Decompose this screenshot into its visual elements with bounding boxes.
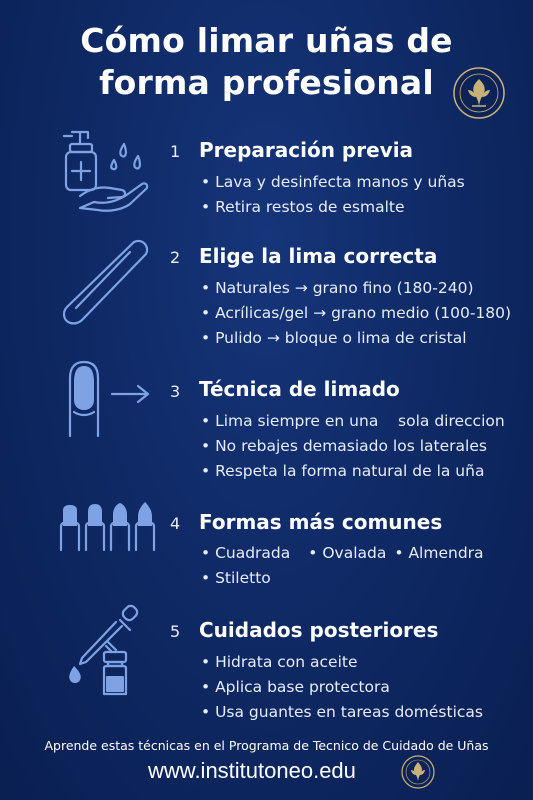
bullet-item: • Usa guantes en tareas domésticas (201, 700, 483, 725)
nail-file-icon (60, 236, 152, 328)
bullet-item: • Pulido → bloque o lima de cristal (201, 326, 511, 351)
shape-item: • Almendra (394, 541, 483, 566)
step-number: 1 (170, 142, 181, 161)
step-heading: Elige la lima correcta (199, 244, 438, 268)
bullet-item: • Acrílicas/gel → grano medio (100-180) (201, 301, 511, 326)
nail-shape-almond (111, 503, 129, 550)
finger-arrow-icon (62, 360, 154, 438)
step-heading: Técnica de limado (199, 377, 400, 401)
bullet-item: • Lima siempre en una sola direccion (201, 409, 505, 434)
institute-logo (452, 66, 506, 120)
shape-item: • Stiletto (201, 566, 271, 591)
nail-shape-square (61, 505, 79, 550)
step-number: 2 (170, 248, 181, 267)
shape-item: • Ovalada (308, 541, 386, 566)
step-number: 3 (170, 382, 181, 401)
footer-website-link[interactable]: www.institutoneo.edu (148, 758, 356, 783)
dropper-oil-icon (64, 602, 144, 698)
step-bullets (201, 650, 483, 725)
nail-shape-stiletto (136, 502, 154, 550)
step-bullets (201, 276, 511, 351)
bullet-item: • Respeta la forma natural de la uña (201, 459, 505, 484)
bullet-item: • No rebajes demasiado los laterales (201, 434, 505, 459)
step-heading: Preparación previa (199, 138, 414, 162)
title-line-1: Cómo limar uñas de (80, 21, 453, 60)
step-number: 4 (170, 514, 181, 533)
bullet-item: • Retira restos de esmalte (201, 195, 465, 220)
institute-logo-small (400, 754, 436, 790)
nail-shapes-icon (58, 502, 158, 552)
step-heading: Cuidados posteriores (199, 618, 439, 642)
step-heading: Formas más comunes (199, 510, 443, 534)
footer-program-text: Aprende estas técnicas en el Programa de Tecnico de Cuidado de Uñas (44, 738, 489, 753)
title-line-2: forma profesional (99, 63, 434, 102)
step-bullets (201, 409, 505, 484)
nail-shape-oval (86, 504, 104, 550)
step-number: 5 (170, 622, 181, 641)
bullet-item: • Aplica base protectora (201, 675, 483, 700)
step-bullets (201, 170, 465, 220)
bullet-item: • Lava y desinfecta manos y uñas (201, 170, 465, 195)
soap-dispenser-hand-icon (58, 126, 150, 214)
shape-item: • Cuadrada (201, 541, 290, 566)
shape-list (201, 541, 494, 591)
bullet-item: • Hidrata con aceite (201, 650, 483, 675)
bullet-item: • Naturales → grano fino (180-240) (201, 276, 511, 301)
